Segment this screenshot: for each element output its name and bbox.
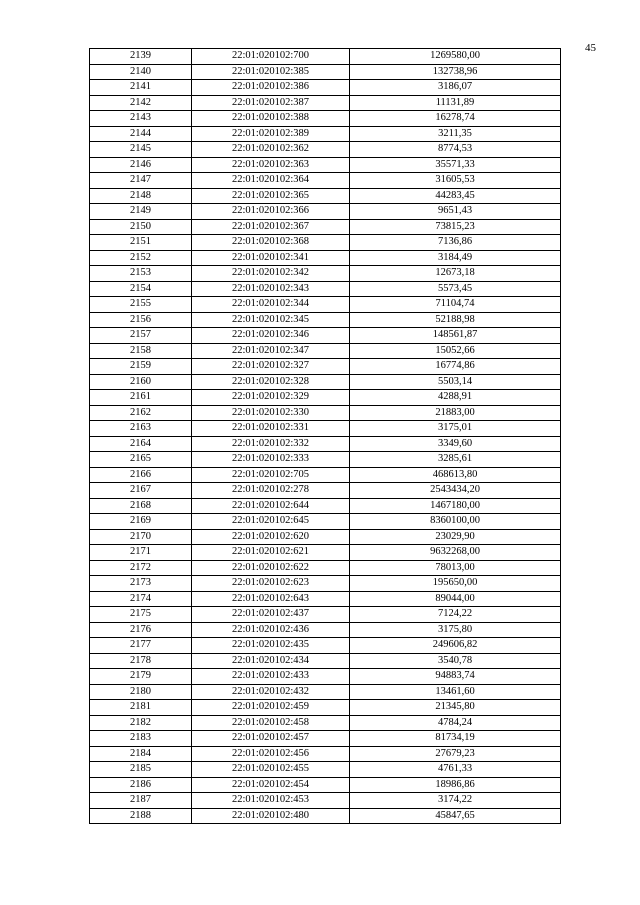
row-number-cell: 2164	[90, 436, 192, 452]
cadastral-number-cell: 22:01:020102:700	[192, 49, 350, 65]
cadastral-number-cell: 22:01:020102:341	[192, 250, 350, 266]
value-cell: 7124,22	[350, 607, 561, 623]
cadastral-number-cell: 22:01:020102:330	[192, 405, 350, 421]
cadastral-number-cell: 22:01:020102:435	[192, 638, 350, 654]
table-row	[90, 142, 561, 158]
value-cell: 3184,49	[350, 250, 561, 266]
row-number-cell: 2160	[90, 374, 192, 390]
table-row	[90, 219, 561, 235]
table-row	[90, 638, 561, 654]
table-row	[90, 188, 561, 204]
cadastral-number-cell: 22:01:020102:622	[192, 560, 350, 576]
row-number-cell: 2177	[90, 638, 192, 654]
row-number-cell: 2186	[90, 777, 192, 793]
value-cell: 148561,87	[350, 328, 561, 344]
value-cell: 12673,18	[350, 266, 561, 282]
page-number: 45	[585, 42, 596, 54]
value-cell: 132738,96	[350, 64, 561, 80]
value-cell: 45847,65	[350, 808, 561, 824]
cadastral-number-cell: 22:01:020102:623	[192, 576, 350, 592]
cadastral-number-cell: 22:01:020102:436	[192, 622, 350, 638]
row-number-cell: 2173	[90, 576, 192, 592]
value-cell: 89044,00	[350, 591, 561, 607]
value-cell: 195650,00	[350, 576, 561, 592]
value-cell: 31605,53	[350, 173, 561, 189]
cadastral-number-cell: 22:01:020102:434	[192, 653, 350, 669]
cadastral-number-cell: 22:01:020102:363	[192, 157, 350, 173]
cadastral-number-cell: 22:01:020102:480	[192, 808, 350, 824]
row-number-cell: 2152	[90, 250, 192, 266]
table-row	[90, 529, 561, 545]
cadastral-number-cell: 22:01:020102:388	[192, 111, 350, 127]
row-number-cell: 2179	[90, 669, 192, 685]
table-row	[90, 560, 561, 576]
table-row	[90, 622, 561, 638]
table-row	[90, 95, 561, 111]
table-row	[90, 390, 561, 406]
row-number-cell: 2180	[90, 684, 192, 700]
table-row	[90, 607, 561, 623]
cadastral-number-cell: 22:01:020102:345	[192, 312, 350, 328]
row-number-cell: 2149	[90, 204, 192, 220]
cadastral-number-cell: 22:01:020102:645	[192, 514, 350, 530]
value-cell: 23029,90	[350, 529, 561, 545]
value-cell: 5573,45	[350, 281, 561, 297]
value-cell: 18986,86	[350, 777, 561, 793]
row-number-cell: 2145	[90, 142, 192, 158]
row-number-cell: 2184	[90, 746, 192, 762]
table-row	[90, 746, 561, 762]
cadastral-number-cell: 22:01:020102:454	[192, 777, 350, 793]
cadastral-number-cell: 22:01:020102:644	[192, 498, 350, 514]
cadastral-number-cell: 22:01:020102:365	[192, 188, 350, 204]
row-number-cell: 2151	[90, 235, 192, 251]
table-row	[90, 374, 561, 390]
value-cell: 21883,00	[350, 405, 561, 421]
table-row	[90, 126, 561, 142]
cadastral-number-cell: 22:01:020102:457	[192, 731, 350, 747]
table-body	[90, 49, 561, 824]
value-cell: 73815,23	[350, 219, 561, 235]
cadastral-number-cell: 22:01:020102:456	[192, 746, 350, 762]
table-row	[90, 762, 561, 778]
table-row	[90, 266, 561, 282]
row-number-cell: 2156	[90, 312, 192, 328]
cadastral-number-cell: 22:01:020102:368	[192, 235, 350, 251]
cadastral-number-cell: 22:01:020102:329	[192, 390, 350, 406]
cadastral-number-cell: 22:01:020102:367	[192, 219, 350, 235]
row-number-cell: 2141	[90, 80, 192, 96]
row-number-cell: 2174	[90, 591, 192, 607]
table-row	[90, 204, 561, 220]
table-row	[90, 312, 561, 328]
cadastral-number-cell: 22:01:020102:621	[192, 545, 350, 561]
value-cell: 27679,23	[350, 746, 561, 762]
cadastral-number-cell: 22:01:020102:455	[192, 762, 350, 778]
value-cell: 1467180,00	[350, 498, 561, 514]
row-number-cell: 2148	[90, 188, 192, 204]
value-cell: 7136,86	[350, 235, 561, 251]
value-cell: 52188,98	[350, 312, 561, 328]
cadastral-number-cell: 22:01:020102:364	[192, 173, 350, 189]
cadastral-number-cell: 22:01:020102:458	[192, 715, 350, 731]
table-row	[90, 157, 561, 173]
table-row	[90, 777, 561, 793]
value-cell: 9651,43	[350, 204, 561, 220]
table-row	[90, 700, 561, 716]
row-number-cell: 2185	[90, 762, 192, 778]
value-cell: 3175,01	[350, 421, 561, 437]
cadastral-number-cell: 22:01:020102:389	[192, 126, 350, 142]
value-cell: 3211,35	[350, 126, 561, 142]
table-row	[90, 576, 561, 592]
row-number-cell: 2140	[90, 64, 192, 80]
table-row	[90, 684, 561, 700]
row-number-cell: 2172	[90, 560, 192, 576]
table-row	[90, 328, 561, 344]
value-cell: 44283,45	[350, 188, 561, 204]
table-row	[90, 405, 561, 421]
value-cell: 1269580,00	[350, 49, 561, 65]
cadastral-number-cell: 22:01:020102:333	[192, 452, 350, 468]
cadastral-number-cell: 22:01:020102:342	[192, 266, 350, 282]
value-cell: 5503,14	[350, 374, 561, 390]
row-number-cell: 2182	[90, 715, 192, 731]
table-row	[90, 436, 561, 452]
table-row	[90, 793, 561, 809]
row-number-cell: 2169	[90, 514, 192, 530]
cadastral-number-cell: 22:01:020102:437	[192, 607, 350, 623]
row-number-cell: 2157	[90, 328, 192, 344]
row-number-cell: 2159	[90, 359, 192, 375]
row-number-cell: 2150	[90, 219, 192, 235]
value-cell: 249606,82	[350, 638, 561, 654]
value-cell: 2543434,20	[350, 483, 561, 499]
row-number-cell: 2155	[90, 297, 192, 313]
value-cell: 81734,19	[350, 731, 561, 747]
value-cell: 3175,80	[350, 622, 561, 638]
table-row	[90, 483, 561, 499]
value-cell: 94883,74	[350, 669, 561, 685]
table-row	[90, 173, 561, 189]
cadastral-number-cell: 22:01:020102:332	[192, 436, 350, 452]
row-number-cell: 2142	[90, 95, 192, 111]
row-number-cell: 2144	[90, 126, 192, 142]
table-row	[90, 731, 561, 747]
cadastral-number-cell: 22:01:020102:346	[192, 328, 350, 344]
table-row	[90, 467, 561, 483]
row-number-cell: 2187	[90, 793, 192, 809]
cadastral-number-cell: 22:01:020102:386	[192, 80, 350, 96]
cadastral-number-cell: 22:01:020102:459	[192, 700, 350, 716]
cadastral-number-cell: 22:01:020102:327	[192, 359, 350, 375]
value-cell: 9632268,00	[350, 545, 561, 561]
row-number-cell: 2181	[90, 700, 192, 716]
data-table	[89, 48, 561, 824]
table-row	[90, 359, 561, 375]
value-cell: 4761,33	[350, 762, 561, 778]
value-cell: 3540,78	[350, 653, 561, 669]
table-row	[90, 49, 561, 65]
row-number-cell: 2154	[90, 281, 192, 297]
table-row	[90, 591, 561, 607]
table-row	[90, 545, 561, 561]
table-row	[90, 498, 561, 514]
row-number-cell: 2158	[90, 343, 192, 359]
value-cell: 15052,66	[350, 343, 561, 359]
cadastral-number-cell: 22:01:020102:453	[192, 793, 350, 809]
row-number-cell: 2168	[90, 498, 192, 514]
row-number-cell: 2139	[90, 49, 192, 65]
cadastral-number-cell: 22:01:020102:278	[192, 483, 350, 499]
cadastral-number-cell: 22:01:020102:347	[192, 343, 350, 359]
value-cell: 16774,86	[350, 359, 561, 375]
row-number-cell: 2162	[90, 405, 192, 421]
table-row	[90, 64, 561, 80]
cadastral-number-cell: 22:01:020102:328	[192, 374, 350, 390]
value-cell: 16278,74	[350, 111, 561, 127]
cadastral-number-cell: 22:01:020102:705	[192, 467, 350, 483]
row-number-cell: 2165	[90, 452, 192, 468]
row-number-cell: 2178	[90, 653, 192, 669]
table-row	[90, 250, 561, 266]
row-number-cell: 2171	[90, 545, 192, 561]
value-cell: 3186,07	[350, 80, 561, 96]
value-cell: 11131,89	[350, 95, 561, 111]
cadastral-number-cell: 22:01:020102:385	[192, 64, 350, 80]
row-number-cell: 2161	[90, 390, 192, 406]
cadastral-number-cell: 22:01:020102:620	[192, 529, 350, 545]
value-cell: 3174,22	[350, 793, 561, 809]
table-row	[90, 297, 561, 313]
table-row	[90, 514, 561, 530]
table-row	[90, 80, 561, 96]
value-cell: 21345,80	[350, 700, 561, 716]
value-cell: 13461,60	[350, 684, 561, 700]
table-row	[90, 235, 561, 251]
cadastral-number-cell: 22:01:020102:362	[192, 142, 350, 158]
cadastral-number-cell: 22:01:020102:344	[192, 297, 350, 313]
value-cell: 468613,80	[350, 467, 561, 483]
row-number-cell: 2170	[90, 529, 192, 545]
cadastral-number-cell: 22:01:020102:343	[192, 281, 350, 297]
cadastral-number-cell: 22:01:020102:387	[192, 95, 350, 111]
row-number-cell: 2146	[90, 157, 192, 173]
table-row	[90, 669, 561, 685]
cadastral-number-cell: 22:01:020102:331	[192, 421, 350, 437]
row-number-cell: 2143	[90, 111, 192, 127]
table-row	[90, 343, 561, 359]
table-row	[90, 715, 561, 731]
table-row	[90, 281, 561, 297]
value-cell: 4288,91	[350, 390, 561, 406]
row-number-cell: 2153	[90, 266, 192, 282]
row-number-cell: 2147	[90, 173, 192, 189]
value-cell: 4784,24	[350, 715, 561, 731]
cadastral-number-cell: 22:01:020102:432	[192, 684, 350, 700]
table-row	[90, 421, 561, 437]
table-row	[90, 452, 561, 468]
cadastral-number-cell: 22:01:020102:643	[192, 591, 350, 607]
value-cell: 3285,61	[350, 452, 561, 468]
value-cell: 35571,33	[350, 157, 561, 173]
table-row	[90, 653, 561, 669]
value-cell: 78013,00	[350, 560, 561, 576]
cadastral-number-cell: 22:01:020102:433	[192, 669, 350, 685]
row-number-cell: 2188	[90, 808, 192, 824]
row-number-cell: 2163	[90, 421, 192, 437]
value-cell: 3349,60	[350, 436, 561, 452]
table-row	[90, 808, 561, 824]
row-number-cell: 2183	[90, 731, 192, 747]
value-cell: 8774,53	[350, 142, 561, 158]
row-number-cell: 2175	[90, 607, 192, 623]
cadastral-number-cell: 22:01:020102:366	[192, 204, 350, 220]
table-row	[90, 111, 561, 127]
value-cell: 8360100,00	[350, 514, 561, 530]
value-cell: 71104,74	[350, 297, 561, 313]
row-number-cell: 2176	[90, 622, 192, 638]
row-number-cell: 2166	[90, 467, 192, 483]
row-number-cell: 2167	[90, 483, 192, 499]
